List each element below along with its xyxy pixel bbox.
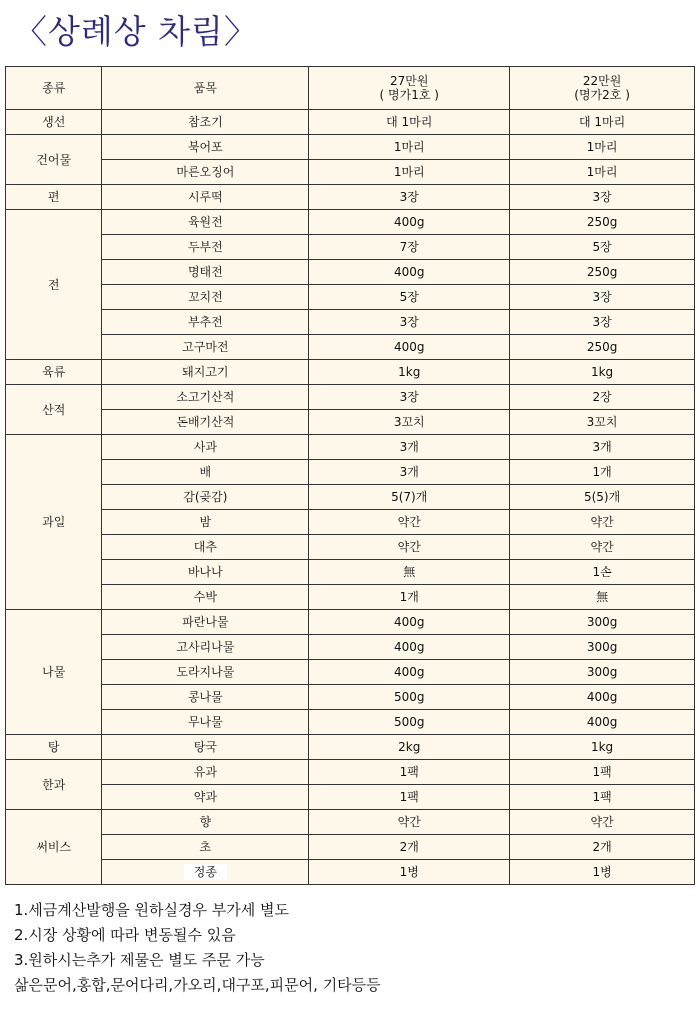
table-row <box>6 385 695 410</box>
plan-a-qty-cell: 400g <box>309 260 510 285</box>
plan-a-qty-cell: 약간 <box>309 535 510 560</box>
plan-b-price: 22만원 <box>582 74 622 88</box>
item-cell: 초 <box>102 835 309 860</box>
note-line: 3.원하시는추가 제물은 별도 주문 가능 <box>14 951 265 969</box>
table-row <box>6 585 695 610</box>
plan-b-qty-cell: 1팩 <box>510 760 695 785</box>
table-row <box>6 135 695 160</box>
plan-b-qty-cell: 1개 <box>510 460 695 485</box>
item-cell: 명태전 <box>102 260 309 285</box>
item-cell: 마른오징어 <box>102 160 309 185</box>
table-row <box>6 810 695 835</box>
item-cell: 탕국 <box>102 735 309 760</box>
table-row <box>6 685 695 710</box>
item-cell: 사과 <box>102 435 309 460</box>
table-row <box>6 260 695 285</box>
plan-b-qty-cell: 250g <box>510 210 695 235</box>
plan-a-qty-cell: 400g <box>309 210 510 235</box>
table-row <box>6 535 695 560</box>
plan-a-qty-cell: 2kg <box>309 735 510 760</box>
header-category: 종류 <box>6 67 102 110</box>
table-row <box>6 110 695 135</box>
plan-b-qty-cell: 3장 <box>510 185 695 210</box>
table-row <box>6 660 695 685</box>
plan-b-qty-cell: 5(5)개 <box>510 485 695 510</box>
plan-a-qty-cell: 500g <box>309 685 510 710</box>
category-cell: 한과 <box>6 760 102 810</box>
plan-b-qty-cell: 300g <box>510 610 695 635</box>
table-row <box>6 335 695 360</box>
table-row <box>6 285 695 310</box>
plan-b-qty-cell: 3개 <box>510 435 695 460</box>
category-cell: 전 <box>6 210 102 360</box>
plan-b-qty-cell: 5장 <box>510 235 695 260</box>
item-cell: 대추 <box>102 535 309 560</box>
plan-b-qty-cell: 대 1마리 <box>510 110 695 135</box>
plan-a-price: 27만원 <box>389 74 429 88</box>
item-cell: 밤 <box>102 510 309 535</box>
plan-a-qty-cell: 약간 <box>309 510 510 535</box>
plan-a-qty-cell: 3장 <box>309 385 510 410</box>
header-plan-b <box>510 67 695 110</box>
category-cell: 탕 <box>6 735 102 760</box>
table-row <box>6 360 695 385</box>
plan-b-qty-cell: 1마리 <box>510 135 695 160</box>
item-cell: 콩나물 <box>102 685 309 710</box>
plan-b-qty-cell: 2장 <box>510 385 695 410</box>
plan-a-qty-cell: 1팩 <box>309 785 510 810</box>
note-line: 삶은문어,홍합,문어다리,가오리,대구포,피문어, 기타등등 <box>14 976 381 994</box>
table-row <box>6 635 695 660</box>
plan-b-qty-cell: 1병 <box>510 860 695 885</box>
table-row <box>6 410 695 435</box>
item-cell: 향 <box>102 810 309 835</box>
table-row <box>6 210 695 235</box>
table-row <box>6 510 695 535</box>
plan-b-qty-cell: 1마리 <box>510 160 695 185</box>
item-cell: 파란나물 <box>102 610 309 635</box>
header-plan-a <box>309 67 510 110</box>
plan-b-qty-cell: 無 <box>510 585 695 610</box>
plan-b-qty-cell: 약간 <box>510 510 695 535</box>
menu-table <box>5 66 695 885</box>
item-cell: 약과 <box>102 785 309 810</box>
category-cell: 건어물 <box>6 135 102 185</box>
plan-b-qty-cell: 250g <box>510 260 695 285</box>
item-cell: 돼지고기 <box>102 360 309 385</box>
item-cell: 감(곶감) <box>102 485 309 510</box>
plan-a-qty-cell: 1마리 <box>309 135 510 160</box>
table-row <box>6 610 695 635</box>
table-row <box>6 460 695 485</box>
plan-a-qty-cell: 3개 <box>309 460 510 485</box>
plan-a-qty-cell: 3꼬치 <box>309 410 510 435</box>
item-cell: 도라지나물 <box>102 660 309 685</box>
plan-b-qty-cell: 3장 <box>510 310 695 335</box>
item-cell: 배 <box>102 460 309 485</box>
table-row <box>6 560 695 585</box>
plan-b-qty-cell: 300g <box>510 660 695 685</box>
header-item: 품목 <box>102 67 309 110</box>
category-cell: 산적 <box>6 385 102 435</box>
item-cell <box>102 860 309 885</box>
plan-b-qty-cell: 1kg <box>510 735 695 760</box>
item-label: 정종 <box>184 864 227 880</box>
category-cell: 나물 <box>6 610 102 735</box>
plan-b-qty-cell: 250g <box>510 335 695 360</box>
plan-a-qty-cell: 3장 <box>309 185 510 210</box>
plan-a-qty-cell: 400g <box>309 660 510 685</box>
table-row <box>6 185 695 210</box>
plan-b-qty-cell: 1손 <box>510 560 695 585</box>
item-cell: 수박 <box>102 585 309 610</box>
item-cell: 육원전 <box>102 210 309 235</box>
item-cell: 두부전 <box>102 235 309 260</box>
plan-a-qty-cell: 2개 <box>309 835 510 860</box>
page-title: 〈상례상 차림〉 <box>14 12 258 51</box>
plan-a-qty-cell: 400g <box>309 610 510 635</box>
table-row <box>6 710 695 735</box>
item-cell: 바나나 <box>102 560 309 585</box>
plan-a-qty-cell: 1kg <box>309 360 510 385</box>
note-line: 1.세금계산발행을 원하실경우 부가세 별도 <box>14 901 289 919</box>
plan-b-name: (명가2호 ) <box>574 88 630 102</box>
plan-a-qty-cell: 1마리 <box>309 160 510 185</box>
category-cell: 써비스 <box>6 810 102 885</box>
plan-b-qty-cell: 300g <box>510 635 695 660</box>
item-cell: 돈배기산적 <box>102 410 309 435</box>
plan-b-qty-cell: 2개 <box>510 835 695 860</box>
table-row <box>6 485 695 510</box>
plan-a-qty-cell: 400g <box>309 335 510 360</box>
menu-table-body <box>6 67 695 885</box>
plan-b-qty-cell: 1kg <box>510 360 695 385</box>
plan-a-qty-cell: 5장 <box>309 285 510 310</box>
plan-b-qty-cell: 3장 <box>510 285 695 310</box>
table-row <box>6 835 695 860</box>
plan-a-qty-cell: 약간 <box>309 810 510 835</box>
plan-b-qty-cell: 400g <box>510 685 695 710</box>
note-line: 2.시장 상황에 따라 변동될수 있음 <box>14 926 236 944</box>
table-header-row <box>6 67 695 110</box>
plan-b-qty-cell: 3꼬치 <box>510 410 695 435</box>
table-row <box>6 760 695 785</box>
category-cell: 과일 <box>6 435 102 610</box>
category-cell: 생선 <box>6 110 102 135</box>
item-cell: 부추전 <box>102 310 309 335</box>
table-row <box>6 785 695 810</box>
plan-a-qty-cell: 1병 <box>309 860 510 885</box>
plan-b-qty-cell: 400g <box>510 710 695 735</box>
item-cell: 시루떡 <box>102 185 309 210</box>
plan-a-qty-cell: 400g <box>309 635 510 660</box>
table-row <box>6 235 695 260</box>
table-row <box>6 860 695 885</box>
plan-a-qty-cell: 500g <box>309 710 510 735</box>
plan-a-qty-cell: 3장 <box>309 310 510 335</box>
category-cell: 편 <box>6 185 102 210</box>
plan-a-qty-cell: 5(7)개 <box>309 485 510 510</box>
plan-a-qty-cell: 1팩 <box>309 760 510 785</box>
item-cell: 참조기 <box>102 110 309 135</box>
plan-a-qty-cell: 3개 <box>309 435 510 460</box>
item-cell: 유과 <box>102 760 309 785</box>
item-cell: 꼬치전 <box>102 285 309 310</box>
item-cell: 소고기산적 <box>102 385 309 410</box>
plan-a-qty-cell: 1개 <box>309 585 510 610</box>
plan-a-qty-cell: 대 1마리 <box>309 110 510 135</box>
item-cell: 무나물 <box>102 710 309 735</box>
table-row <box>6 435 695 460</box>
notes <box>14 898 381 998</box>
plan-a-qty-cell: 無 <box>309 560 510 585</box>
plan-b-qty-cell: 약간 <box>510 810 695 835</box>
table-row <box>6 310 695 335</box>
item-cell: 북어포 <box>102 135 309 160</box>
item-cell: 고사리나물 <box>102 635 309 660</box>
plan-a-qty-cell: 7장 <box>309 235 510 260</box>
category-cell: 육류 <box>6 360 102 385</box>
plan-a-name: ( 명가1호 ) <box>379 88 439 102</box>
table-row <box>6 160 695 185</box>
plan-b-qty-cell: 약간 <box>510 535 695 560</box>
table-row <box>6 735 695 760</box>
plan-b-qty-cell: 1팩 <box>510 785 695 810</box>
item-cell: 고구마전 <box>102 335 309 360</box>
